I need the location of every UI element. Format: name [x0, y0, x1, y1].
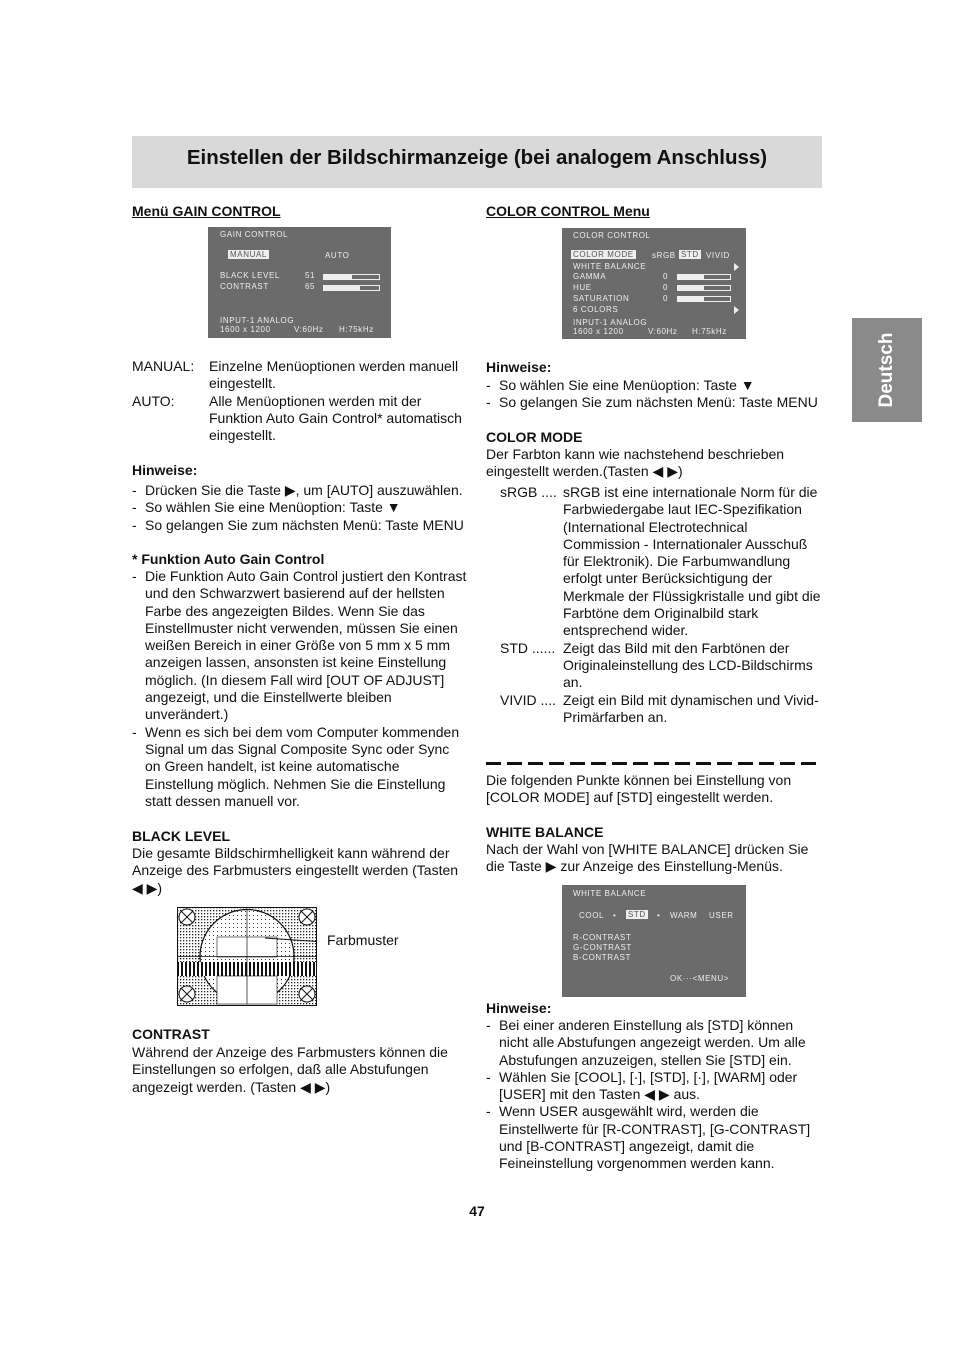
list-item: - Drücken Sie die Taste ▶, um [AUTO] auszuwählen. — [132, 482, 472, 499]
osd-resolution: 1600 x 1200 — [573, 327, 624, 336]
std-note: Die folgenden Punkte können bei Einstellung von [COLOR MODE] auf [STD] eingestellt werden. — [486, 772, 792, 806]
definition-auto — [132, 393, 468, 445]
definition-desc: Einzelne Menüoptionen werden manuell eingestellt. — [209, 358, 459, 392]
dashed-divider — [486, 762, 822, 765]
list-item: - Wenn USER ausgewählt wird, werden die Einstellwerte für [R-CONTRAST], [G-CONTRAST] und [B-CONTRAST] angezeigt, damit die Feineinstellung vorgenommen werden kann. — [486, 1103, 822, 1172]
osd-title: WHITE BALANCE — [573, 889, 647, 898]
hinweise-list — [486, 1017, 822, 1173]
osd-saturation-label: SATURATION — [573, 294, 630, 303]
osd-black-level-label: BLACK LEVEL — [220, 271, 280, 280]
osd-saturation-value: 0 — [663, 294, 669, 303]
hinweise-heading: Hinweise: — [132, 462, 198, 478]
osd-input: INPUT-1 ANALOG — [573, 318, 648, 327]
definition-term: AUTO: — [132, 392, 175, 409]
color-control-heading: COLOR CONTROL Menu — [486, 203, 650, 219]
osd-gamma-bar — [677, 274, 731, 280]
osd-input: INPUT-1 ANALOG — [220, 316, 295, 325]
osd-g-contrast: G-CONTRAST — [573, 943, 632, 952]
mode-srgb — [500, 484, 824, 640]
osd-white-balance: WHITE BALANCE — [573, 262, 647, 271]
mode-definitions — [132, 358, 468, 444]
white-balance-text: Nach der Wahl von [WHITE BALANCE] drücken Sie die Taste ▶ zur Anzeige des Einstellung-Menüs. — [486, 841, 809, 875]
osd-vivid-option: VIVID — [706, 251, 730, 260]
list-item: - Die Funktion Auto Gain Control justiert den Kontrast und den Schwarzwert basierend auf der hellsten Farbe des angezeigten Bildes. Wenn Sie das Einstellmuster nicht verwenden, müssen Sie einen weißen Bereich in einer Größe von 5 mm x 5 mm anzeigen lassen, ansonsten ist keine Einstellung möglich. (In diesem Fall wird [OUT OF ADJUST] angezeigt, und die Einstellwerte bleiben unverändert.) — [132, 568, 468, 724]
osd-black-level-bar — [323, 274, 380, 280]
osd-dot-option: • — [657, 911, 661, 920]
list-item: - Bei einer anderen Einstellung als [STD] können nicht alle Abstufungen angezeigt werden. Um alle Abstufungen anzuzeigen, stellen Sie [STD] ein. — [486, 1017, 822, 1069]
list-item: - Wenn es sich bei dem vom Computer kommenden Signal um das Signal Composite Sync oder Sync on Green handelt, ist keine automatische Einstellung möglich. Nehmen Sie die Einstellung statt dessen manuell vor. — [132, 724, 468, 810]
osd-hue-label: HUE — [573, 283, 592, 292]
mode-term: STD ...... — [500, 639, 556, 656]
test-pattern-image — [177, 907, 317, 1006]
mode-desc: Zeigt ein Bild mit dynamischen und Vivid-Primärfarben an. — [563, 691, 819, 725]
osd-dot-option: • — [613, 911, 617, 920]
osd-saturation-bar — [677, 296, 731, 302]
osd-std-option: STD — [681, 250, 699, 259]
osd-b-contrast: B-CONTRAST — [573, 953, 631, 962]
submenu-arrow-icon — [734, 306, 739, 314]
contrast-heading: CONTRAST — [132, 1026, 210, 1042]
osd-hfreq: H:75kHz — [692, 327, 727, 336]
osd-resolution: 1600 x 1200 — [220, 325, 271, 334]
osd-ok-hint: OK···<MENU> — [670, 974, 730, 983]
osd-auto-option: AUTO — [325, 251, 350, 260]
osd-warm-option: WARM — [670, 911, 698, 920]
mode-term: VIVID .... — [500, 691, 557, 708]
osd-gamma-value: 0 — [663, 272, 669, 281]
color-mode-text: Der Farbton kann wie nachstehend beschrieben eingestellt werden.(Tasten ◀ ▶) — [486, 446, 785, 480]
farbmuster-label: Farbmuster — [327, 932, 399, 948]
white-balance-heading: WHITE BALANCE — [486, 824, 604, 840]
color-mode-heading: COLOR MODE — [486, 429, 583, 445]
mode-std — [500, 640, 824, 692]
osd-gamma-label: GAMMA — [573, 272, 607, 281]
osd-contrast-value: 65 — [305, 282, 316, 291]
osd-hue-bar — [677, 285, 731, 291]
osd-r-contrast: R-CONTRAST — [573, 933, 632, 942]
osd-cool-option: COOL — [579, 911, 605, 920]
page-number: 47 — [469, 1203, 485, 1219]
mode-desc: sRGB ist eine internationale Norm für die Farbwiedergabe laut IEC-Spezifikation (International Electrotechnical Commission - Internationaler Ausschuß für Elektronik). Die Farbumwandlung erfolgt unter Berücksichtigung der Merkmale der Flüssigkristalle und gibt die Farbtöne dem Originalbild stark entsprechend wider. — [563, 484, 821, 639]
mode-term: sRGB .... — [500, 484, 557, 500]
definition-desc: Alle Menüoptionen werden mit der Funktion Auto Gain Control* automatisch eingestellt. — [209, 392, 462, 444]
list-item: - So gelangen Sie zum nächsten Menü: Taste MENU — [486, 394, 826, 411]
title-bar — [132, 136, 822, 188]
list-item: - So gelangen Sie zum nächsten Menü: Taste MENU — [132, 517, 472, 534]
hinweise-heading: Hinweise: — [486, 1000, 552, 1016]
osd-manual-option: MANUAL — [230, 250, 267, 259]
gain-control-heading: Menü GAIN CONTROL — [132, 203, 281, 219]
page-title: Einstellen der Bildschirmanzeige (bei analogem Anschluss) — [186, 146, 768, 169]
submenu-arrow-icon — [734, 263, 739, 271]
osd-title: GAIN CONTROL — [220, 230, 289, 239]
auto-gain-heading: * Funktion Auto Gain Control — [132, 551, 325, 567]
osd-srgb-option: sRGB — [652, 251, 676, 260]
contrast-text: Während der Anzeige des Farbmusters können die Einstellungen so erfolgen, daß alle Abstufungen angezeigt werden. (Tasten ◀ ▶) — [132, 1044, 448, 1095]
osd-user-option: USER — [709, 911, 734, 920]
osd-title: COLOR CONTROL — [573, 231, 651, 240]
black-level-text: Die gesamte Bildschirmhelligkeit kann während der Anzeige des Farbmusters eingestellt werden (Tasten ◀ ▶) — [132, 845, 459, 896]
color-control-osd — [562, 228, 746, 339]
osd-contrast-label: CONTRAST — [220, 282, 269, 291]
hinweise-list — [486, 377, 826, 412]
osd-std-option: STD — [628, 910, 646, 919]
gain-control-osd — [208, 227, 391, 338]
list-item: - Wählen Sie [COOL], [·], [STD], [·], [WARM] oder [USER] mit den Tasten ◀ ▶ aus. — [486, 1069, 822, 1104]
osd-contrast-bar — [323, 285, 380, 291]
color-modes-list — [500, 484, 824, 726]
osd-six-colors: 6 COLORS — [573, 305, 619, 314]
mode-desc: Zeigt das Bild mit den Farbtönen der Originaleinstellung des LCD-Bildschirms an. — [563, 639, 813, 691]
hinweise-heading: Hinweise: — [486, 359, 552, 375]
list-item: - So wählen Sie eine Menüoption: Taste ▼ — [486, 377, 826, 394]
osd-vfreq: V:60Hz — [648, 327, 678, 336]
language-tab — [852, 318, 922, 422]
osd-hue-value: 0 — [663, 283, 669, 292]
definition-term: MANUAL: — [132, 358, 195, 374]
mode-vivid — [500, 692, 824, 727]
white-balance-osd — [562, 885, 746, 997]
osd-hfreq: H:75kHz — [339, 325, 374, 334]
list-item: - So wählen Sie eine Menüoption: Taste ▼ — [132, 499, 472, 516]
definition-manual — [132, 358, 468, 393]
osd-black-level-value: 51 — [305, 271, 316, 280]
osd-vfreq: V:60Hz — [294, 325, 324, 334]
language-tab-label: Deutsch — [876, 332, 897, 408]
hinweise-list — [132, 482, 472, 534]
auto-gain-list — [132, 568, 468, 810]
black-level-heading: BLACK LEVEL — [132, 828, 230, 844]
osd-color-mode: COLOR MODE — [573, 250, 634, 259]
